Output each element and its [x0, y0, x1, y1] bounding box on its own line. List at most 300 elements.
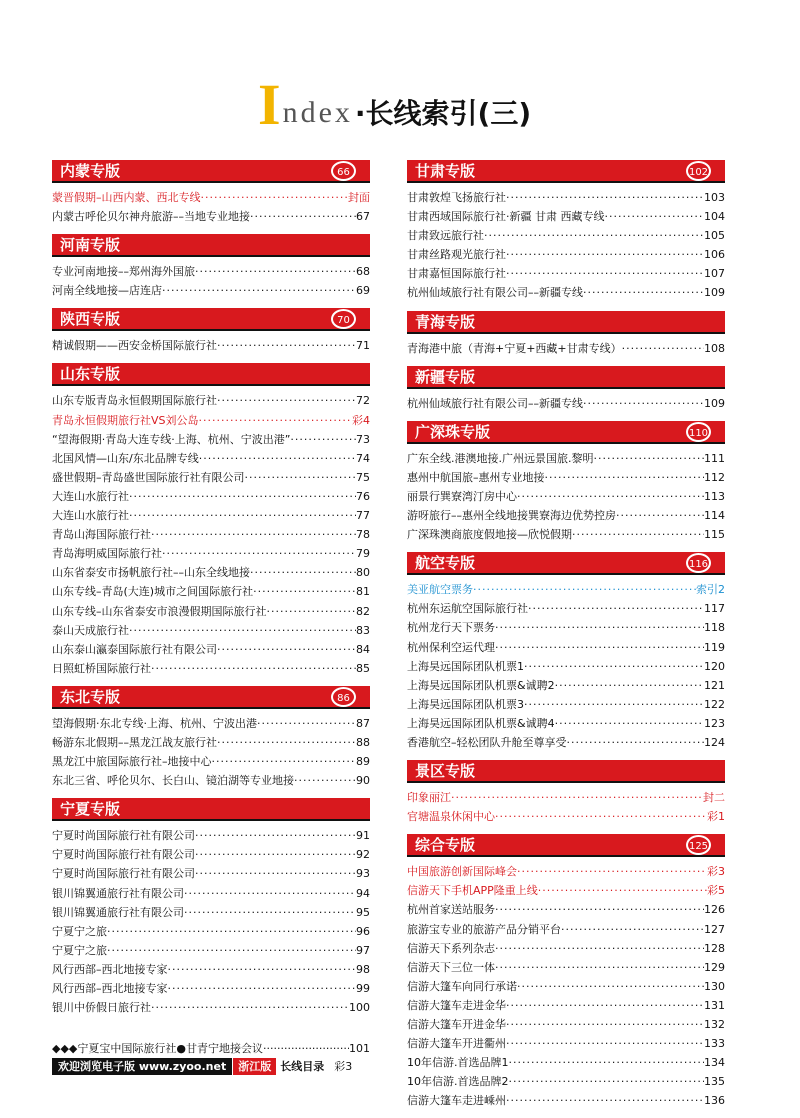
leader-dots — [524, 695, 704, 714]
leader-dots — [473, 580, 696, 599]
entry-title: 银川锦翼通旅行社有限公司 — [52, 905, 184, 919]
leader-dots — [129, 487, 356, 506]
entry-title: 畅游东北假期––黑龙江战友旅行社 — [52, 735, 217, 749]
index-entry[interactable] — [407, 881, 725, 900]
index-entry[interactable] — [52, 391, 370, 410]
leader-dots — [528, 599, 704, 618]
entry-title: 风行西部–西北地接专家 — [52, 962, 168, 976]
index-entry[interactable] — [407, 996, 725, 1015]
entry-page: 88 — [356, 735, 370, 749]
section-title: 综合专版 — [415, 836, 476, 855]
section-page-badge: 110 — [686, 422, 711, 442]
entry-page: 115 — [704, 528, 725, 542]
leader-dots — [162, 281, 356, 300]
entry-title: 上海昊远国际团队机票&诚聘4 — [407, 716, 555, 730]
section-title: 东北专版 — [60, 687, 121, 706]
entry-page: 73 — [356, 432, 370, 446]
section-header — [52, 686, 370, 709]
entry-title: 青岛永恒假期旅行社VS刘公岛 — [52, 413, 199, 427]
index-entry[interactable] — [407, 226, 725, 245]
entry-page: 索引2 — [696, 583, 725, 597]
section-gap — [407, 1110, 725, 1118]
leader-dots — [184, 884, 356, 903]
entry-page: 94 — [356, 886, 370, 900]
index-entry[interactable] — [407, 1053, 725, 1072]
entry-page: 封二 — [703, 791, 725, 805]
leader-dots — [495, 618, 704, 637]
section-header — [407, 366, 725, 389]
leader-dots — [567, 733, 705, 752]
leader-dots — [151, 525, 356, 544]
index-entry[interactable] — [407, 580, 725, 599]
section-gap — [52, 226, 370, 234]
index-entry[interactable] — [52, 487, 370, 506]
leader-dots — [506, 188, 704, 207]
index-entry[interactable] — [52, 525, 370, 544]
index-entry[interactable] — [407, 900, 725, 919]
entry-title: 大连山水旅行社 — [52, 489, 129, 503]
left-column — [52, 160, 370, 1025]
leader-dots — [294, 771, 356, 790]
footer-page-number: 彩3 — [334, 1060, 353, 1073]
index-entry[interactable] — [52, 752, 370, 771]
entry-title: 信游天下系列杂志 — [407, 941, 495, 955]
entry-title: 日照虹桥国际旅行社 — [52, 661, 151, 675]
section-header — [407, 311, 725, 334]
index-entry[interactable] — [52, 733, 370, 752]
index-entry[interactable] — [52, 468, 370, 487]
index-entry[interactable] — [52, 884, 370, 903]
entry-title: 印象丽江 — [407, 791, 451, 805]
index-entry[interactable] — [407, 939, 725, 958]
entry-title: 宁夏时尚国际旅行社有限公司 — [52, 829, 195, 843]
section-title: 景区专版 — [415, 762, 476, 781]
entry-page: 130 — [704, 979, 725, 993]
entry-page: 72 — [356, 394, 370, 408]
leader-dots — [572, 525, 704, 544]
index-entry[interactable] — [407, 733, 725, 752]
index-entry[interactable] — [407, 394, 725, 413]
section-page-badge: 125 — [686, 835, 711, 855]
index-entry[interactable] — [52, 640, 370, 659]
leader-dots — [583, 394, 704, 413]
entry-page: 96 — [356, 924, 370, 938]
footer-section: 长线目录 — [280, 1060, 325, 1073]
entry-title: 上海昊远国际团队机票&诚聘2 — [407, 678, 555, 692]
footer-banner — [52, 1057, 352, 1075]
leader-dots — [506, 1015, 704, 1034]
entry-title: 信游大篷车走进金华 — [407, 998, 506, 1012]
entry-title: 香港航空–轻松团队升舱至尊享受 — [407, 735, 567, 749]
page-title — [258, 72, 532, 137]
index-entry[interactable] — [407, 188, 725, 207]
index-entry[interactable] — [407, 1072, 725, 1091]
entry-page: 135 — [704, 1075, 725, 1089]
index-entry[interactable] — [407, 977, 725, 996]
entry-title: 甘肃致远旅行社 — [407, 229, 484, 243]
entry-page: 107 — [704, 267, 725, 281]
section-title: 甘肃专版 — [415, 162, 476, 180]
entry-title: 河南全线地接—店连店 — [52, 284, 162, 298]
index-entry[interactable] — [407, 920, 725, 939]
entry-page: 90 — [356, 774, 370, 788]
section-title: 山东专版 — [60, 365, 121, 384]
leader-dots — [509, 1072, 705, 1091]
index-entry[interactable] — [407, 1091, 725, 1110]
leader-dots — [605, 207, 705, 226]
leader-dots — [201, 188, 349, 207]
index-entry[interactable] — [52, 979, 370, 998]
footer-website[interactable]: 欢迎浏览电子版 www.zyoo.net — [52, 1058, 232, 1075]
entry-page: 93 — [356, 867, 370, 881]
entry-title: 10年信游.首选品牌2 — [407, 1075, 509, 1089]
entry-page: 100 — [349, 1001, 370, 1015]
leader-dots — [517, 862, 707, 881]
index-entry[interactable] — [52, 262, 370, 281]
section-page-badge: 66 — [331, 161, 356, 181]
entry-page: 74 — [356, 451, 370, 465]
section-gap — [407, 358, 725, 366]
entry-title: 甘肃敦煌飞扬旅行社 — [407, 191, 506, 204]
section-gap — [407, 544, 725, 552]
entry-title: 甘肃嘉恒国际旅行社 — [407, 267, 506, 281]
entry-title: 专业河南地接––郑州海外国旅 — [52, 265, 195, 279]
entry-page: 71 — [356, 339, 370, 353]
index-entry[interactable] — [407, 714, 725, 733]
footer-edition: 浙江版 — [233, 1058, 276, 1075]
index-entry[interactable] — [52, 563, 370, 582]
entry-title: 山东专版青岛永恒假期国际旅行社 — [52, 394, 217, 408]
section — [407, 421, 725, 552]
entry-title: “望海假期·青岛大连专线·上海、杭州、宁波出港” — [52, 432, 291, 446]
leader-dots — [263, 1041, 349, 1057]
index-entry[interactable] — [407, 1015, 725, 1034]
leader-dots — [495, 807, 707, 826]
leader-dots — [245, 468, 357, 487]
entry-page: 136 — [704, 1094, 725, 1108]
index-entry[interactable] — [52, 659, 370, 678]
leader-dots — [151, 659, 356, 678]
entry-title: 东北三省、呼伦贝尔、长白山、镜泊湖等专业地接 — [52, 774, 294, 788]
section-gap — [407, 752, 725, 760]
leader-dots — [217, 640, 356, 659]
entry-page: 114 — [704, 509, 725, 523]
entry-page: 76 — [356, 489, 370, 503]
index-entry[interactable] — [52, 714, 370, 733]
section — [407, 311, 725, 366]
index-entry[interactable] — [52, 998, 370, 1017]
entry-page: 127 — [704, 922, 725, 936]
leader-dots — [267, 602, 357, 621]
leader-dots — [257, 714, 356, 733]
entry-page: 87 — [356, 716, 370, 730]
index-entry[interactable] — [52, 207, 370, 226]
section-title: 宁夏专版 — [60, 800, 121, 819]
leader-dots — [506, 1034, 704, 1053]
leader-dots — [129, 621, 356, 640]
entry-page: 封面 — [348, 191, 370, 204]
section — [407, 366, 725, 421]
entry-title: 山东专线–山东省泰安市浪漫假期国际旅行社 — [52, 604, 267, 618]
index-entry[interactable] — [52, 430, 370, 449]
leader-dots — [495, 939, 704, 958]
entry-title: 信游天下三位一体 — [407, 960, 495, 974]
section — [52, 308, 370, 363]
index-entry[interactable] — [407, 449, 725, 468]
index-entry[interactable] — [407, 506, 725, 525]
entry-page: 彩3 — [707, 865, 725, 879]
section — [407, 552, 725, 760]
section — [52, 160, 370, 234]
entry-page: 106 — [704, 248, 725, 262]
index-entry[interactable] — [407, 525, 725, 544]
entry-page: 112 — [704, 470, 725, 484]
section — [52, 363, 370, 685]
entry-title: 盛世假期–青岛盛世国际旅行社有限公司 — [52, 470, 245, 484]
index-entry[interactable] — [52, 922, 370, 941]
leader-dots — [583, 283, 704, 302]
entry-page: 91 — [356, 829, 370, 843]
entry-title: 内蒙古呼伦贝尔神舟旅游––当地专业地接 — [52, 210, 250, 224]
footer — [52, 1041, 370, 1073]
entry-title: 宁夏时尚国际旅行社有限公司 — [52, 867, 195, 881]
entry-page: 122 — [704, 697, 725, 711]
entry-title: 杭州东运航空国际旅行社 — [407, 602, 528, 616]
entry-page: 95 — [356, 905, 370, 919]
entry-title: 甘肃西域国际旅行社·新疆 甘肃 西藏专线 — [407, 210, 605, 224]
section-header — [407, 552, 725, 575]
entry-title: 青海港中旅（青海+宁夏+西藏+甘肃专线） — [407, 341, 622, 355]
leader-dots — [217, 391, 356, 410]
entry-page: 85 — [356, 661, 370, 675]
index-entry[interactable] — [407, 862, 725, 881]
entry-page: 83 — [356, 623, 370, 637]
index-entry[interactable] — [52, 449, 370, 468]
entry-page: 彩5 — [707, 884, 725, 898]
entry-page: 108 — [704, 341, 725, 355]
entry-page: 121 — [704, 678, 725, 692]
entry-title: 官塘温泉休闲中心 — [407, 810, 495, 824]
entry-title: 信游大篷车开进衢州 — [407, 1037, 506, 1051]
section-header — [52, 160, 370, 183]
leader-dots — [506, 1091, 704, 1110]
index-entry[interactable] — [407, 638, 725, 657]
leader-dots — [162, 544, 356, 563]
section-header — [52, 363, 370, 386]
section-title: 河南专版 — [60, 236, 121, 255]
index-entry[interactable] — [52, 864, 370, 883]
entry-title: 甘肃丝路观光旅行社 — [407, 248, 506, 262]
entry-title: 银川中侨假日旅行社 — [52, 1001, 151, 1015]
entry-title: 宁夏宁之旅 — [52, 943, 107, 957]
entry-page: 89 — [356, 755, 370, 769]
section-page-badge: 70 — [331, 309, 356, 329]
index-entry[interactable] — [407, 264, 725, 283]
footer-entry[interactable] — [52, 1041, 370, 1057]
leader-dots — [594, 449, 705, 468]
index-entry[interactable] — [407, 695, 725, 714]
leader-dots — [616, 506, 704, 525]
section-gap — [52, 790, 370, 798]
leader-dots — [561, 920, 704, 939]
index-entry[interactable] — [52, 845, 370, 864]
footer-entry-page: 101 — [349, 1042, 370, 1055]
index-entry[interactable] — [407, 339, 725, 358]
leader-dots — [451, 788, 703, 807]
leader-dots — [517, 977, 704, 996]
leader-dots — [151, 998, 349, 1017]
leader-dots — [195, 262, 356, 281]
entry-page: 113 — [704, 489, 725, 503]
index-entry[interactable] — [407, 657, 725, 676]
entry-title: 山东泰山瀛泰国际旅行社有限公司 — [52, 642, 217, 656]
entry-title: 广深珠澳商旅度假地接—欣悦假期 — [407, 528, 572, 542]
index-entry[interactable] — [407, 207, 725, 226]
entry-page: 134 — [704, 1056, 725, 1070]
leader-dots — [495, 638, 704, 657]
leader-dots — [290, 430, 356, 449]
leader-dots — [495, 900, 704, 919]
entry-page: 131 — [704, 998, 725, 1012]
leader-dots — [253, 582, 356, 601]
entry-page: 132 — [704, 1018, 725, 1031]
entry-title: 宁夏宁之旅 — [52, 924, 107, 938]
leader-dots — [129, 506, 356, 525]
leader-dots — [555, 714, 704, 733]
index-entry[interactable] — [52, 281, 370, 300]
entry-page: 92 — [356, 848, 370, 862]
right-column — [407, 160, 725, 1118]
entry-title: 青岛海明威国际旅行社 — [52, 547, 162, 561]
entry-page: 81 — [356, 585, 370, 599]
entry-title: 旅游宝专业的旅游产品分销平台 — [407, 922, 561, 936]
section-header — [52, 308, 370, 331]
leader-dots — [168, 960, 357, 979]
entry-page: 109 — [704, 286, 725, 300]
section — [407, 160, 725, 311]
leader-dots — [622, 339, 704, 358]
index-entry[interactable] — [52, 544, 370, 563]
leader-dots — [509, 1053, 705, 1072]
section — [407, 834, 725, 1118]
entry-page: 98 — [356, 962, 370, 976]
entry-title: 中国旅游创新国际峰会 — [407, 865, 517, 879]
entry-page: 75 — [356, 470, 370, 484]
index-entry[interactable] — [407, 788, 725, 807]
entry-title: 广东全线.港澳地接.广州远景国旅.黎明 — [407, 451, 594, 465]
section-header — [52, 234, 370, 257]
section-gap — [52, 300, 370, 308]
section-gap — [407, 303, 725, 311]
index-entry[interactable] — [52, 602, 370, 621]
index-entry[interactable] — [407, 1034, 725, 1053]
section — [52, 234, 370, 308]
index-entry[interactable] — [407, 245, 725, 264]
leader-dots — [107, 941, 356, 960]
index-entry[interactable] — [52, 188, 370, 207]
leader-dots — [555, 676, 704, 695]
entry-title: 美亚航空票务 — [407, 583, 473, 597]
section-page-badge: 86 — [331, 687, 356, 707]
section-title: 青海专版 — [415, 312, 476, 331]
title-chinese: ·长线索引(三) — [354, 97, 532, 130]
entry-title: 大连山水旅行社 — [52, 509, 129, 523]
entry-title: 游呀旅行––惠州全线地接巽寮海边优势控房 — [407, 509, 616, 523]
entry-page: 99 — [356, 982, 370, 995]
entry-page: 彩1 — [707, 810, 725, 824]
entry-page: 78 — [356, 528, 370, 542]
entry-title: 北国风情—山东/东北品牌专线 — [52, 451, 199, 465]
index-entry[interactable] — [52, 582, 370, 601]
entry-title: 山东专线–青岛(大连)城市之间国际旅行社 — [52, 585, 254, 599]
entry-page: 67 — [356, 210, 370, 224]
entry-title: 10年信游.首选品牌1 — [407, 1056, 509, 1070]
entry-page: 117 — [704, 602, 725, 616]
index-entry[interactable] — [407, 807, 725, 826]
leader-dots — [495, 958, 704, 977]
entry-title: 杭州龙行天下票务 — [407, 621, 495, 635]
title-rest: ndex — [282, 96, 353, 129]
section-gap — [407, 413, 725, 421]
leader-dots — [184, 903, 356, 922]
leader-dots — [538, 881, 707, 900]
index-entry[interactable] — [52, 903, 370, 922]
entry-title: 丽景行巽寮湾汀房中心 — [407, 489, 517, 503]
section-title: 航空专版 — [415, 554, 476, 573]
entry-page: 105 — [704, 229, 725, 243]
leader-dots — [212, 752, 357, 771]
index-entry[interactable] — [52, 621, 370, 640]
index-entry[interactable] — [407, 283, 725, 302]
entry-page: 119 — [704, 640, 725, 654]
leader-dots — [484, 226, 704, 245]
index-entry[interactable] — [407, 676, 725, 695]
index-entry[interactable] — [52, 941, 370, 960]
leader-dots — [250, 207, 356, 226]
leader-dots — [217, 336, 356, 355]
entry-page: 104 — [704, 210, 725, 224]
index-entry[interactable] — [407, 599, 725, 618]
section-header — [407, 160, 725, 183]
entry-page: 68 — [356, 265, 370, 279]
entry-page: 84 — [356, 642, 370, 656]
index-entry[interactable] — [407, 958, 725, 977]
index-entry[interactable] — [52, 506, 370, 525]
title-initial: I — [258, 72, 281, 137]
entry-title: 信游天下手机APP隆重上线 — [407, 884, 538, 898]
section — [52, 798, 370, 1025]
entry-title: 上海昊远国际团队机票1 — [407, 659, 524, 673]
index-entry[interactable] — [407, 487, 725, 506]
entry-page: 77 — [356, 509, 370, 523]
section-header — [407, 760, 725, 783]
entry-page: 123 — [704, 716, 725, 730]
index-entry[interactable] — [52, 771, 370, 790]
entry-title: 信游大篷车开进金华 — [407, 1018, 506, 1031]
index-entry[interactable] — [52, 336, 370, 355]
section-page-badge: 116 — [686, 553, 711, 573]
index-entry[interactable] — [407, 468, 725, 487]
section-gap — [52, 678, 370, 686]
index-entry[interactable] — [52, 960, 370, 979]
entry-title: 信游大篷车走进嵊州 — [407, 1094, 506, 1108]
index-entry[interactable] — [52, 826, 370, 845]
index-entry[interactable] — [407, 618, 725, 637]
entry-title: 杭州仙域旅行社有限公司––新疆专线 — [407, 396, 583, 410]
index-entry[interactable] — [52, 411, 370, 430]
entry-title: 宁夏时尚国际旅行社有限公司 — [52, 848, 195, 862]
leader-dots — [107, 922, 356, 941]
